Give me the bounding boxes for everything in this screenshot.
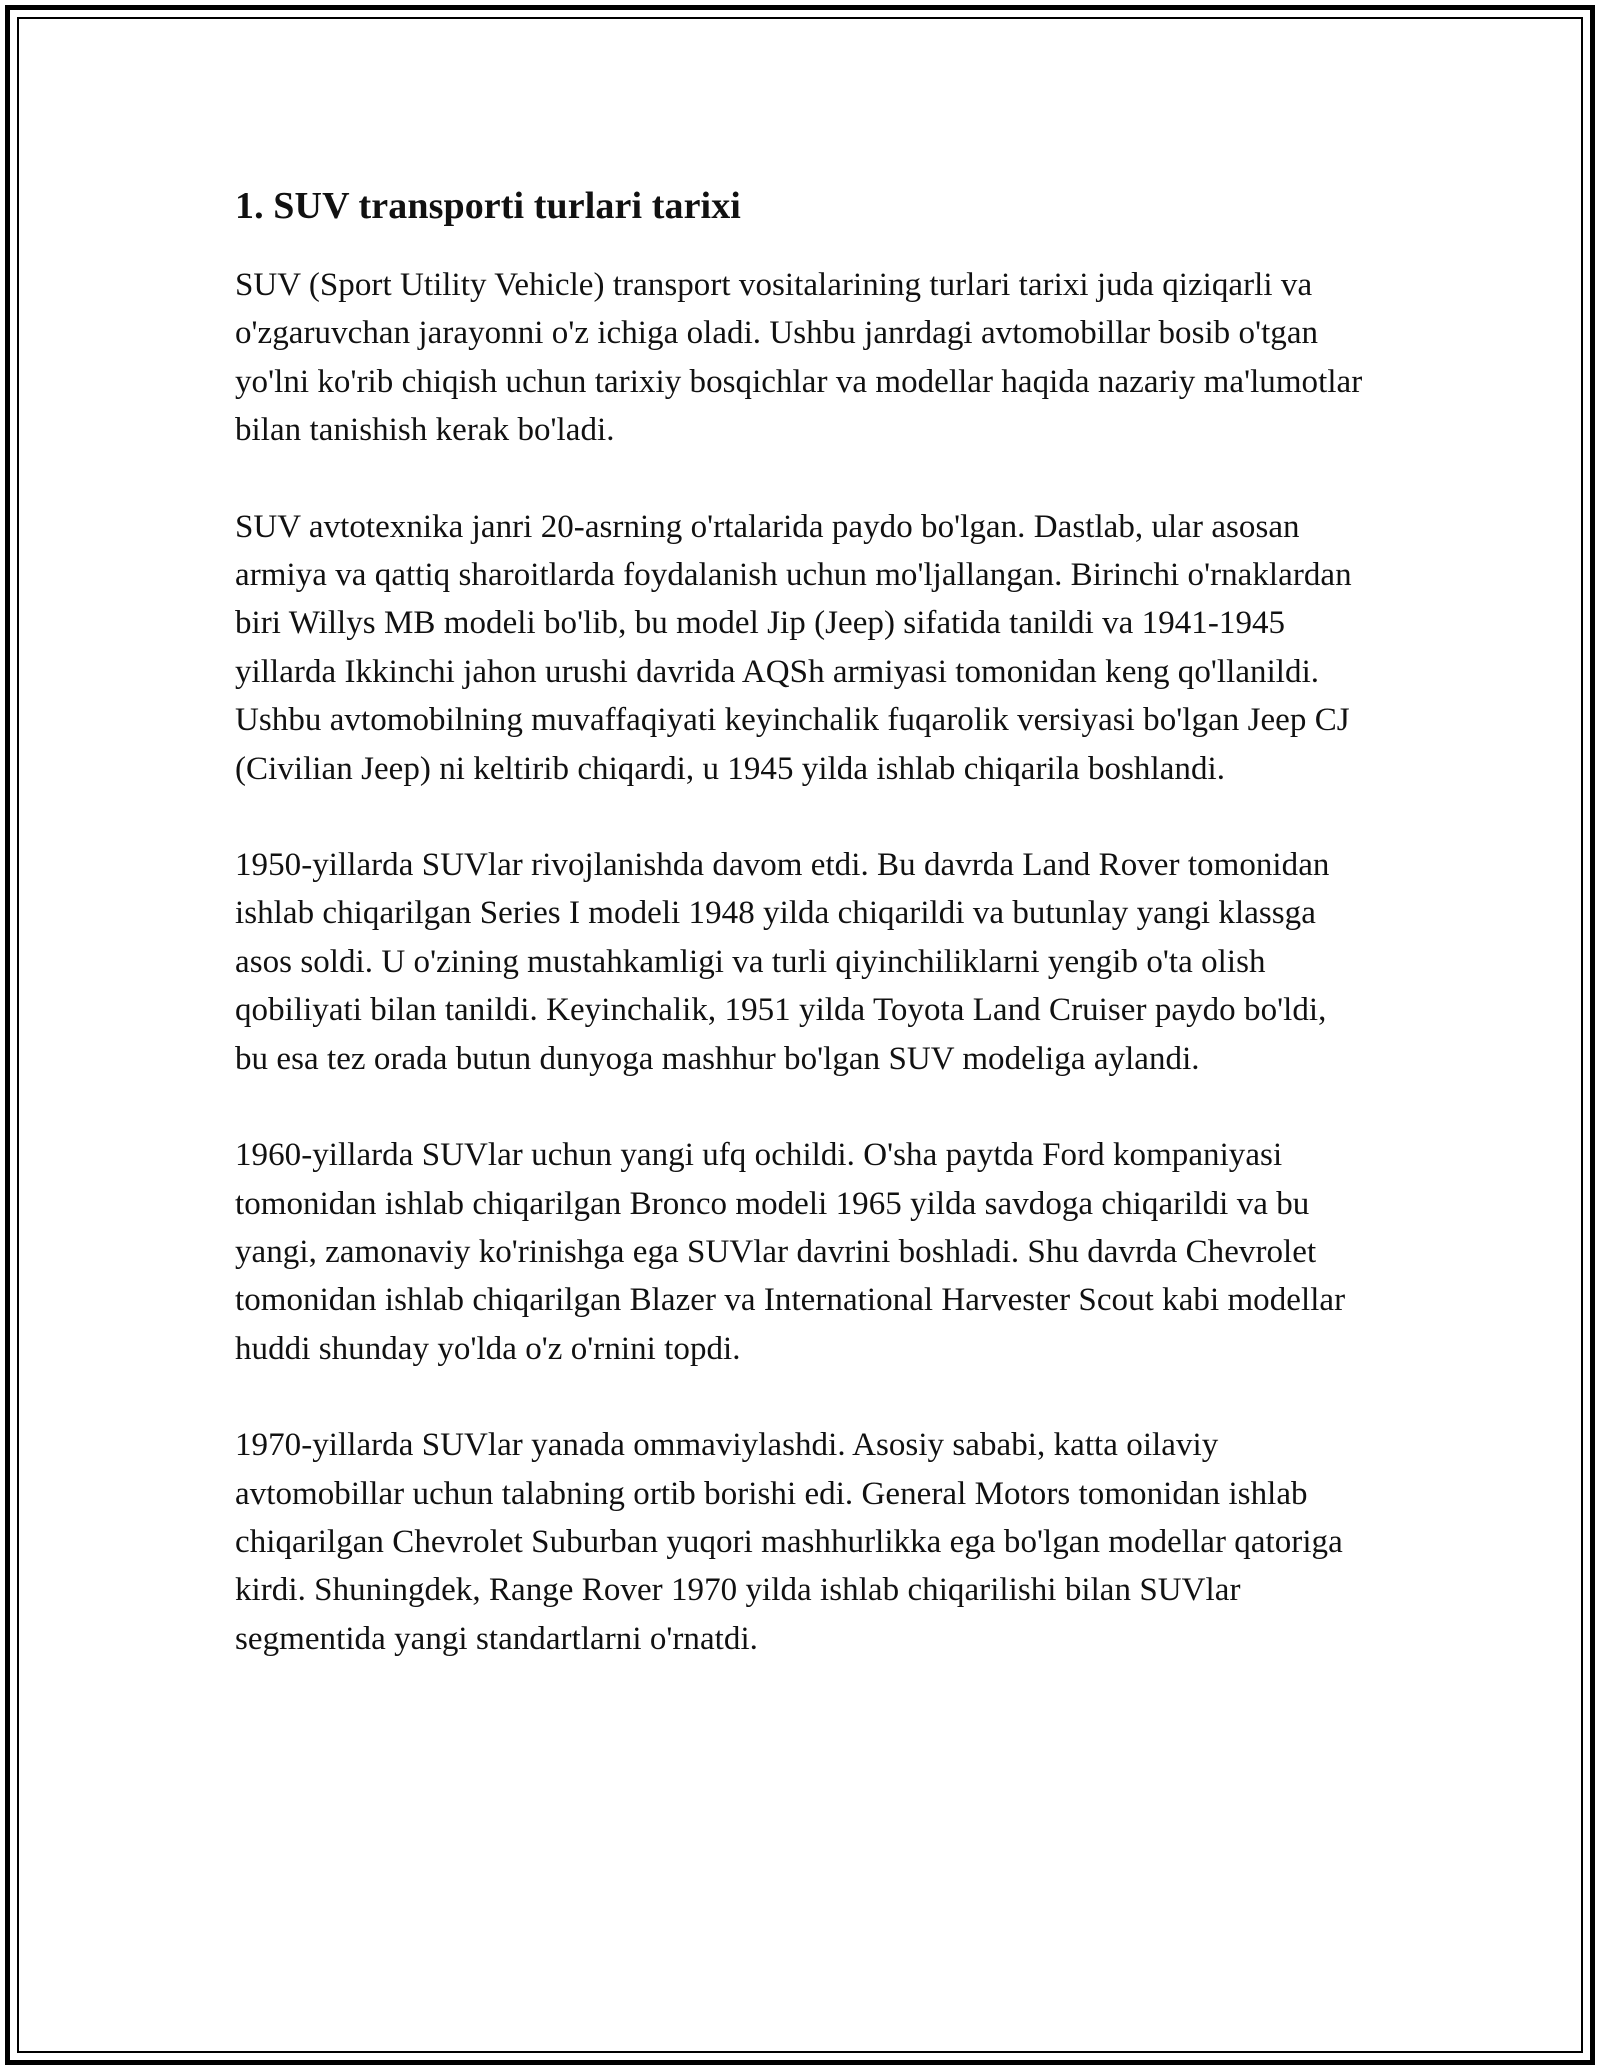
paragraph-1950s: 1950-yillarda SUVlar rivojlanishda davom etdi. Bu davrda Land Rover tomonidan ishlab chiqarilgan Series I modeli 1948 yilda chiqarildi va butunlay yangi klassga asos soldi. U o'zining mustahkamligi va turli qiyinchiliklarni yengib o'ta olish qobiliyati bilan tanildi. Keyinchalik, 1951 yilda Toyota Land Cruiser paydo bo'ldi, bu esa tez orada butun dunyoga mashhur bo'lgan SUV modeliga aylandi. — [235, 847, 1330, 1077]
paragraph-1970s: 1970-yillarda SUVlar yanada ommaviylashdi. Asosiy sababi, katta oilaviy avtomobillar uchun talabning ortib borishi edi. General Motors tomonidan ishlab chiqarilgan Chevrolet Suburban yuqori mashhurlikka ega bo'lgan modellar qatoriga kirdi. Shuningdek, Range Rover 1970 yilda ishlab chiqarilishi bilan SUVlar segmentida yangi standartlarni o'rnatdi. — [235, 1427, 1343, 1657]
paragraph-origins: SUV avtotexnika janri 20-asrning o'rtalarida paydo bo'lgan. Dastlab, ular asosan armiya va qattiq sharoitlarda foydalanish uchun mo'ljallangan. Birinchi o'rnaklardan biri Willys MB modeli bo'lib, bu model Jip (Jeep) sifatida tanildi va 1941-1945 yillarda Ikkinchi jahon urushi davrida AQSh armiyasi tomonidan keng qo'llanildi. Ushbu avtomobilning muvaffaqiyati keyinchalik fuqarolik versiyasi bo'lgan Jeep CJ (Civilian Jeep) ni keltirib chiqardi, u 1945 yilda ishlab chiqarila boshlandi. — [235, 508, 1352, 787]
paragraph-intro: SUV (Sport Utility Vehicle) transport vositalarining turlari tarixi juda qiziqarli va o'zgaruvchan jarayonni o'z ichiga oladi. Ushbu janrdagi avtomobillar bosib o'tgan yo'lni ko'rib chiqish uchun tarixiy bosqichlar va modellar haqida nazariy ma'lumotlar bilan tanishish kerak bo'ladi. — [235, 267, 1363, 449]
document-body — [235, 182, 1365, 1711]
paragraph-1960s: 1960-yillarda SUVlar uchun yangi ufq ochildi. O'sha paytda Ford kompaniyasi tomonidan ishlab chiqarilgan Bronco modeli 1965 yilda savdoga chiqarildi va bu yangi, zamonaviy ko'rinishga ega SUVlar davrini boshladi. Shu davrda Chevrolet tomonidan ishlab chiqarilgan Blazer va International Harvester Scout kabi modellar huddi shunday yo'lda o'z o'rnini topdi. — [235, 1137, 1346, 1367]
section-heading: 1. SUV transporti turlari tarixi — [235, 185, 741, 227]
